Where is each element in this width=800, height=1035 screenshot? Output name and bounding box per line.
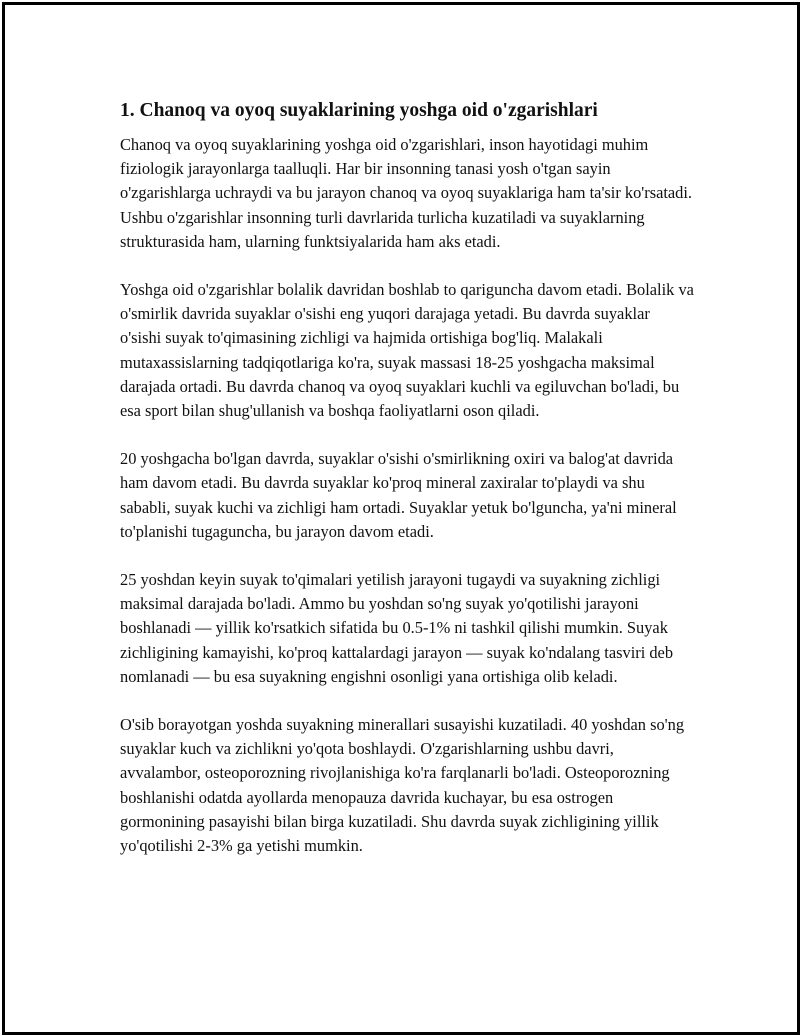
paragraph-5: O'sib borayotgan yoshda suyakning minerallari susayishi kuzatiladi. 40 yoshdan so'ng suyaklar kuch va zichlikni yo'qota boshlaydi. O'zgarishlarning ushbu davri, avvalambor, osteoporozning rivojlanishiga ko'ra farqlanarli bo'ladi. Osteoporozning boshlanishi odatda ayollarda menopauza davrida kuchayar, bu esa ostrogen gormonining pasayishi bilan birga kuzatiladi. Shu davrda suyak zichligining yillik yo'qotilishi 2-3% ga yetishi mumkin. xyxy=(120,715,685,856)
paragraph-1: Chanoq va oyoq suyaklarining yoshga oid o'zgarishlari, inson hayotidagi muhim fiziologik jarayonlarga taalluqli. Har bir insonning tanasi yosh o'tgan sayin o'zgarishlarga uchraydi va bu jarayon chanoq va oyoq suyaklariga ham ta'sir ko'rsatadi. Ushbu o'zgarishlar insonning turli davrlarida turlicha kuzatiladi va suyaklarning strukturasida ham, ularning funktsiyalarida ham aks etadi. xyxy=(120,135,693,251)
paragraph-2: Yoshga oid o'zgarishlar bolalik davridan boshlab to qariguncha davom etadi. Bolalik va o'smirlik davrida suyaklar o'sishi eng yuqori darajaga yetadi. Bu davrda suyaklar o'sishi suyak to'qimasining zichligi va hajmida ortishiga bog'liq. Malakali mutaxassislarning tadqiqotlariga ko'ra, suyak massasi 18-25 yoshgacha maksimal darajada ortadi. Bu davrda chanoq va oyoq suyaklari kuchli va egiluvchan bo'ladi, bu esa sport bilan shug'ullanish va boshqa faoliyatlarni oson qiladi. xyxy=(120,280,694,421)
section-heading: 1. Chanoq va oyoq suyaklarining yoshga oid o'zgarishlari xyxy=(120,100,598,121)
paragraph-4: 25 yoshdan keyin suyak to'qimalari yetilish jarayoni tugaydi va suyakning zichligi maksimal darajada bo'ladi. Ammo bu yoshdan so'ng suyak yo'qotilishi jarayoni boshlanadi — yillik ko'rsatkich sifatida bu 0.5-1% ni tashkil qilishi mumkin. Suyak zichligining kamayishi, ko'proq kattalardagi jarayon — suyak ko'ndalang tasviri deb nomlanadi — bu esa suyakning engishni osonligi yana ortishiga olib keladi. xyxy=(120,570,674,686)
paragraph-3: 20 yoshgacha bo'lgan davrda, suyaklar o'sishi o'smirlikning oxiri va balog'at davrida ham davom etadi. Bu davrda suyaklar ko'proq mineral zaxiralar to'playdi va shu sababli, suyak kuchi va zichligi ham ortadi. Suyaklar yetuk bo'lguncha, ya'ni mineral to'planishi tugaguncha, bu jarayon davom etadi. xyxy=(120,449,677,541)
document-body xyxy=(120,97,695,882)
page-frame xyxy=(2,2,800,1035)
